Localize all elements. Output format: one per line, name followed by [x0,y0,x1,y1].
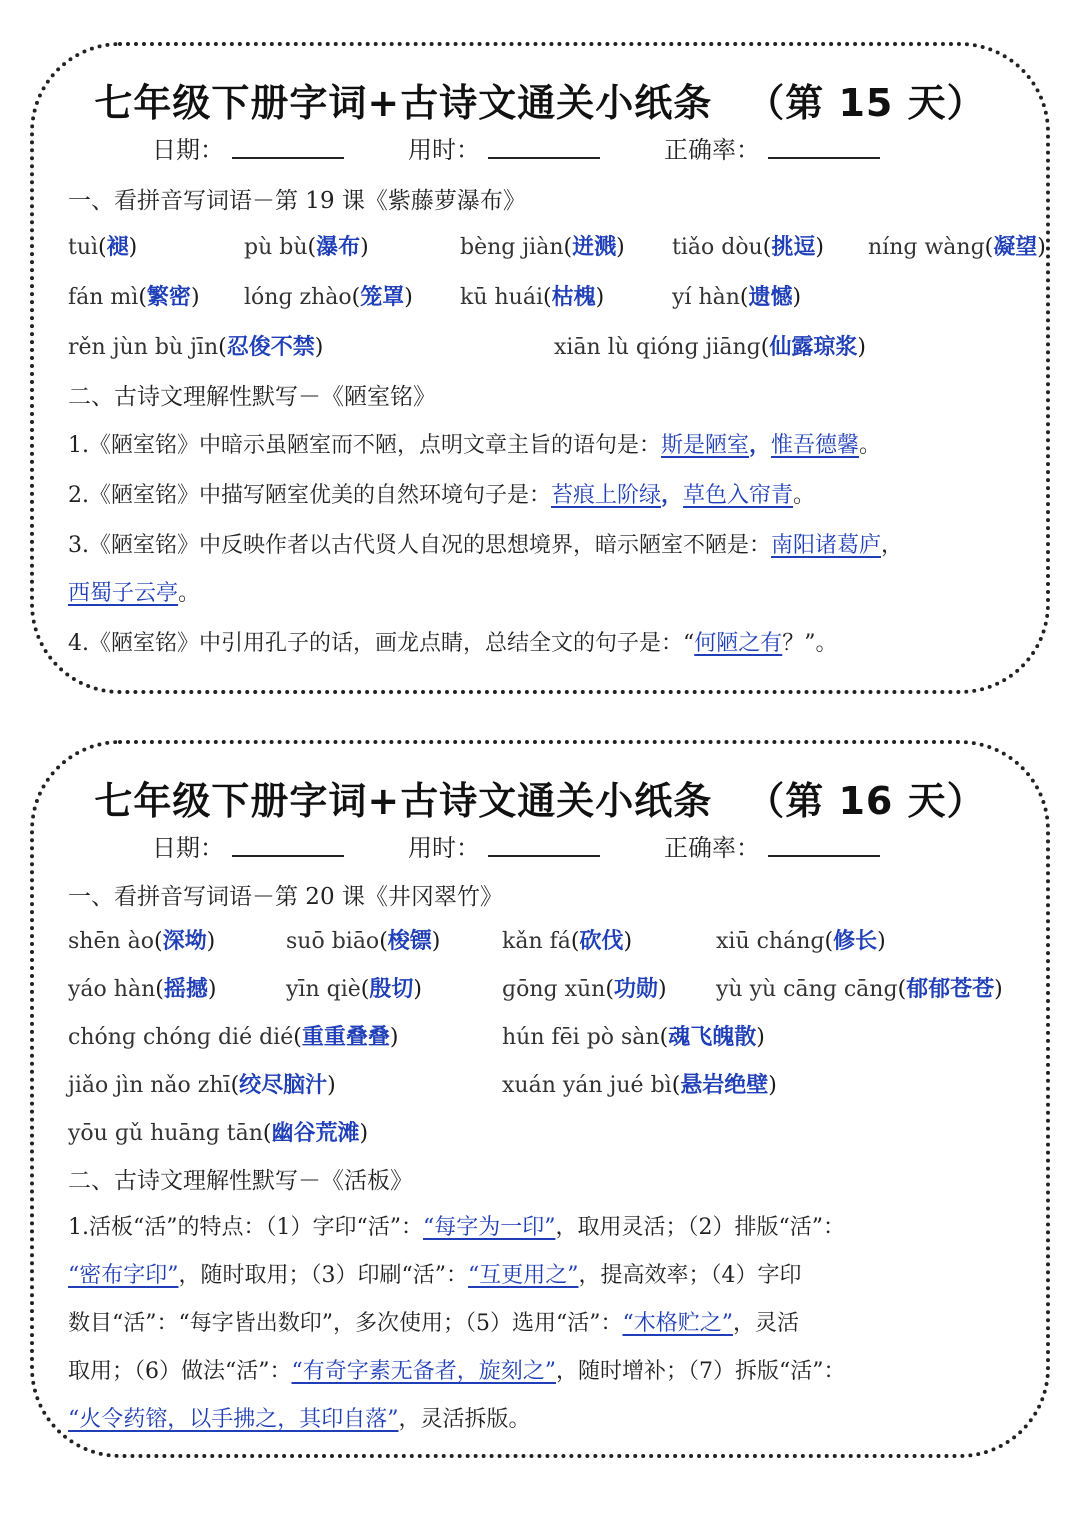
date-label: 日期： [152,136,224,164]
passage-line: “火令药镕，以手拂之，其印自落”，灵活拆版。 [68,1407,531,1432]
word-row [68,230,1046,262]
word-row [68,1116,1016,1148]
word-item: yōu ɡǔ huānɡ tān(幽谷荒滩) [68,1120,369,1146]
word-item: tiǎo dòu(挑逗) [672,234,824,260]
word-item: kū huái(枯槐) [460,284,605,310]
question-2: 2.《陋室铭》中描写陋室优美的自然环境句子是：苔痕上阶绿，草色入帘青。 [68,482,816,508]
passage-line: 1.活板“活”的特点：（1）字印“活”：“每字为一印”，取用灵活；（2）排版“活”： [68,1215,845,1240]
word-item: rěn jùn bù jīn(忍俊不禁) [68,334,324,360]
word-item: chónɡ chónɡ dié dié(重重叠叠) [68,1024,399,1050]
word-item: xiū chánɡ(修长) [716,928,886,954]
title-text: 七年级下册字词+古诗文通关小纸条 [94,81,713,125]
time-blank[interactable] [488,157,600,159]
card-title [34,770,1046,825]
section-heading: 二、古诗文理解性默写－《陋室铭》 [68,384,436,410]
date-blank[interactable] [232,157,344,159]
word-item: bèng jiàn(迸溅) [460,234,625,260]
accuracy-label: 正确率： [664,136,760,164]
question-3-cont: 西蜀子云亭。 [68,581,201,606]
section-heading: 一、看拼音写词语－第 20 课《井冈翠竹》 [68,884,503,910]
word-item: xuán yán jué bì(悬岩绝壁) [502,1072,777,1098]
title-day: （第 15 天） [746,81,986,125]
title-text: 七年级下册字词+古诗文通关小纸条 [94,779,713,823]
meta-row [152,828,880,863]
word-item: xiān lù qiónɡ jiānɡ(仙露琼浆) [554,334,866,360]
word-item: jiǎo jìn nǎo zhī(绞尽脑汁) [68,1072,336,1098]
section-heading: 二、古诗文理解性默写－《活板》 [68,1168,413,1194]
word-row [68,280,1016,312]
meta-row [152,130,880,165]
word-row [68,972,1016,1004]
word-item: nínɡ wànɡ(凝望) [868,234,1046,260]
title-day: （第 16 天） [746,779,986,823]
word-item: yí hàn(遗憾) [672,284,802,310]
section-heading: 一、看拼音写词语－第 19 课《紫藤萝瀑布》 [68,188,526,214]
question-1: 1.《陋室铭》中暗示虽陋室而不陋，点明文章主旨的语句是：斯是陋室，惟吾德馨。 [68,432,882,458]
word-item: ɡōnɡ xūn(功勋) [502,976,667,1002]
passage-line: 取用；（6）做法“活”：“有奇字素无备者，旋刻之”，随时增补；（7）拆版“活”： [68,1359,846,1384]
word-item: yù yù cānɡ cānɡ(郁郁苍苍) [716,976,1003,1002]
card-day-16 [30,740,1050,1458]
date-label: 日期： [152,834,224,862]
word-row [68,1020,1016,1052]
accuracy-blank[interactable] [768,157,880,159]
accuracy-label: 正确率： [664,834,760,862]
word-row [68,330,1016,362]
time-label: 用时： [408,136,480,164]
word-item: lónɡ zhào(笼罩) [244,284,413,310]
word-item: fán mì(繁密) [68,284,200,310]
time-label: 用时： [408,834,480,862]
date-blank[interactable] [232,855,344,857]
accuracy-blank[interactable] [768,855,880,857]
passage-line: “密布字印”，随时取用；（3）印刷“活”：“互更用之”，提高效率；（4）字印 [68,1263,802,1288]
word-row [68,1068,1016,1100]
word-item: hún fēi pò sàn(魂飞魄散) [502,1024,765,1050]
word-item: pù bù(瀑布) [244,234,369,260]
card-day-15 [30,42,1050,694]
word-item: tuì(褪) [68,234,138,260]
passage-line: 数目“活”：“每字皆出数印”，多次使用；（5）选用“活”：“木格贮之”，灵活 [68,1311,799,1336]
word-item: yīn qiè(殷切) [286,976,422,1002]
word-item: shēn ào(深坳) [68,928,216,954]
word-row [68,924,1016,956]
question-3: 3.《陋室铭》中反映作者以古代贤人自况的思想境界，暗示陋室不陋是：南阳诸葛庐， [68,533,904,558]
word-item: kǎn fá(砍伐) [502,928,633,954]
word-item: suō biāo(梭镖) [286,928,441,954]
time-blank[interactable] [488,855,600,857]
card-title [34,72,1046,127]
word-item: yáo hàn(摇撼) [68,976,217,1002]
question-4: 4.《陋室铭》中引用孔子的话，画龙点睛，总结全文的句子是：“何陋之有？”。 [68,631,838,656]
